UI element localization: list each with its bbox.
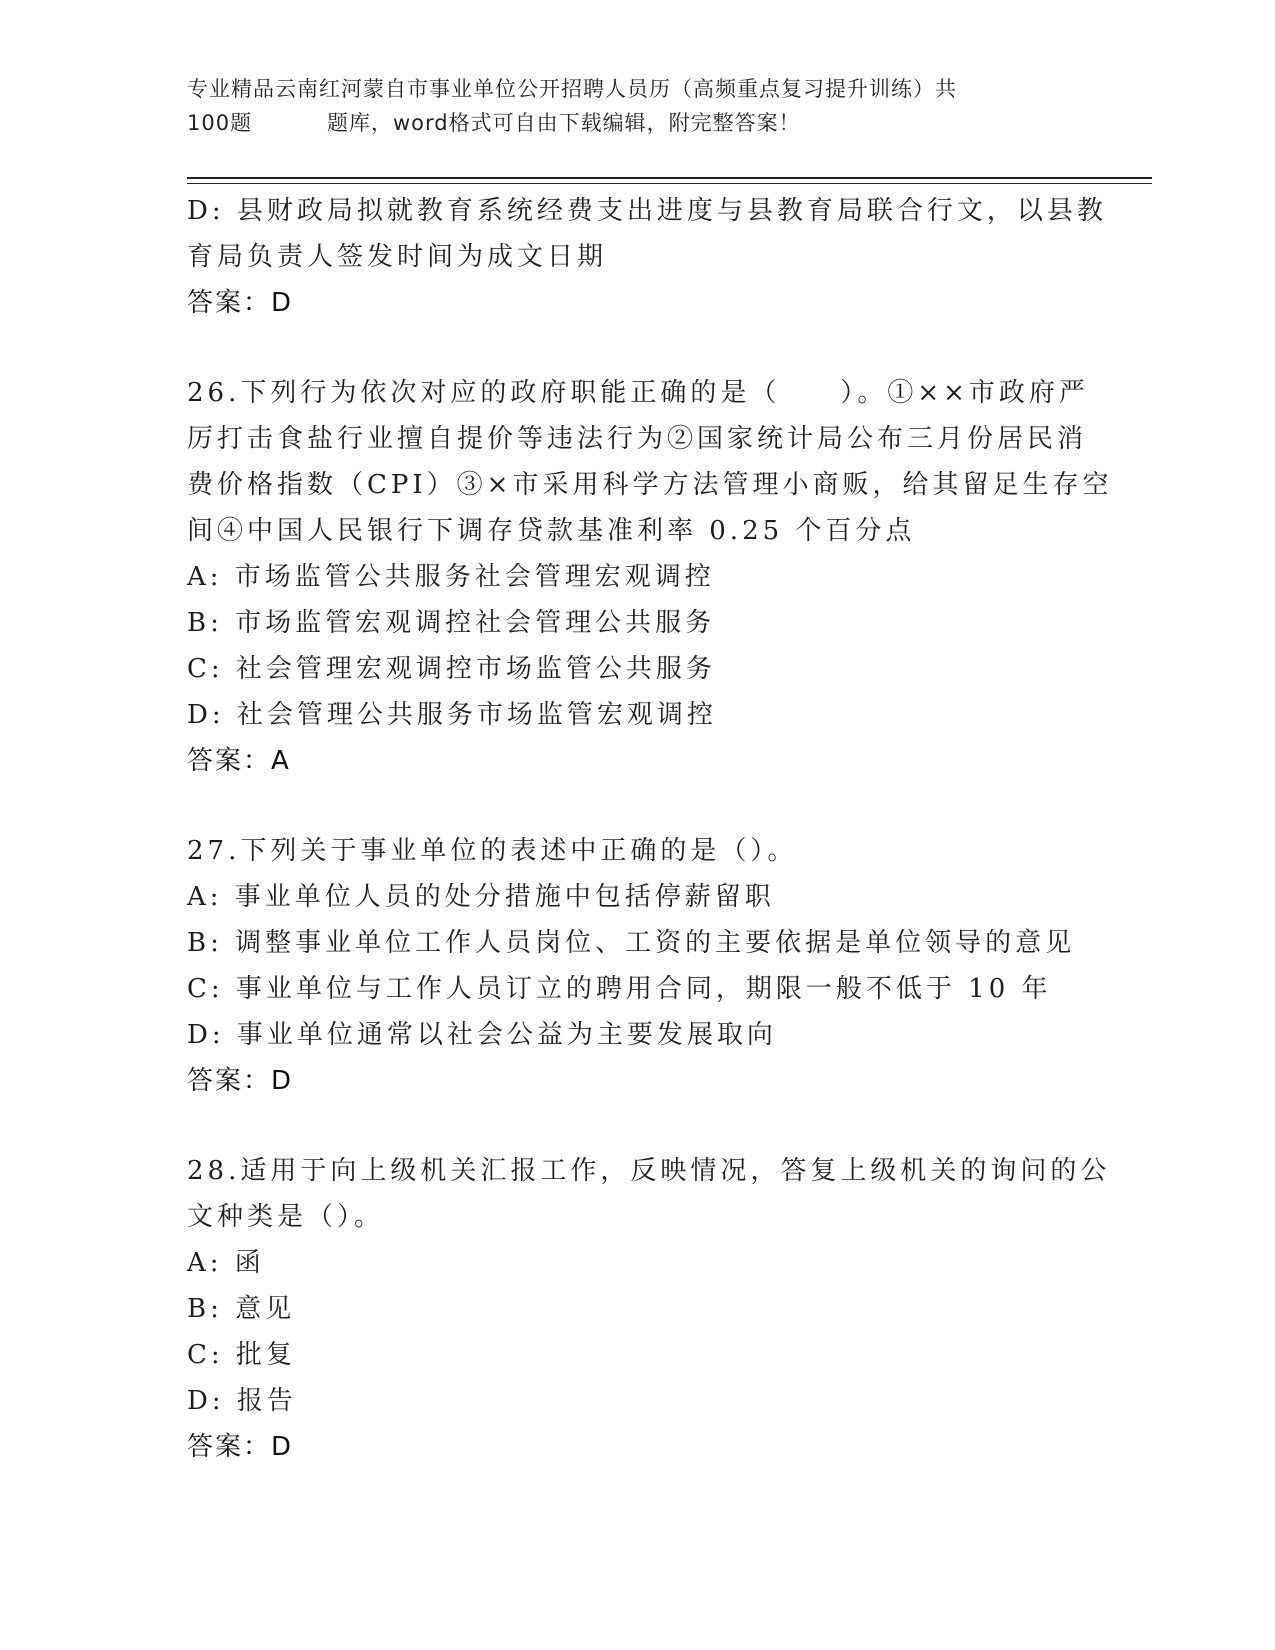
question-text-line-2: 文种类是（）。 bbox=[187, 1202, 385, 1232]
question-text-line-4: 间④中国人民银行下调存贷款基准利率 0.25 个百分点 bbox=[187, 516, 916, 546]
question-27 bbox=[187, 828, 1087, 1104]
document-header bbox=[187, 72, 1087, 140]
header-question-count: 100题 bbox=[187, 111, 253, 135]
header-title-rest: 题库，word格式可自由下载编辑，附完整答案！ bbox=[327, 111, 801, 135]
answer: 答案：A bbox=[187, 746, 291, 776]
answer: 答案：D bbox=[187, 1066, 294, 1096]
option-d-line-2: 育局负责人签发时间为成文日期 bbox=[187, 242, 608, 272]
question-25-tail bbox=[187, 188, 1107, 326]
option-c: C: 社会管理宏观调控市场监管公共服务 bbox=[187, 654, 716, 684]
question-26 bbox=[187, 370, 1113, 784]
option-a: A: 市场监管公共服务社会管理宏观调控 bbox=[187, 562, 715, 592]
header-title-line-2 bbox=[187, 106, 1087, 140]
option-d: D: 报告 bbox=[187, 1386, 297, 1416]
option-d-line-1: D: 县财政局拟就教育系统经费支出进度与县教育局联合行文，以县教 bbox=[187, 196, 1107, 226]
header-title-line-1: 专业精品云南红河蒙自市事业单位公开招聘人员历（高频重点复习提升训练）共 bbox=[187, 77, 957, 101]
question-text-line-2: 厉打击食盐行业擅自提价等违法行为②国家统计局公布三月份居民消 bbox=[187, 424, 1088, 454]
option-b: B: 意见 bbox=[187, 1294, 296, 1324]
question-text-line-1: 26.下列行为依次对应的政府职能正确的是（ ）。①××市政府严 bbox=[187, 378, 1089, 408]
question-text-line-1: 27.下列关于事业单位的表述中正确的是（）。 bbox=[187, 836, 798, 866]
option-b: B: 调整事业单位工作人员岗位、工资的主要依据是单位领导的意见 bbox=[187, 928, 1076, 958]
answer: 答案：D bbox=[187, 1432, 294, 1462]
option-d: D: 社会管理公共服务市场监管宏观调控 bbox=[187, 700, 717, 730]
question-text-line-3: 费价格指数（CPI）③×市采用科学方法管理小商贩，给其留足生存空 bbox=[187, 470, 1113, 500]
option-c: C: 批复 bbox=[187, 1340, 296, 1370]
header-divider-thick bbox=[187, 177, 1152, 179]
document-body bbox=[187, 188, 1113, 1470]
option-d: D: 事业单位通常以社会公益为主要发展取向 bbox=[187, 1020, 777, 1050]
header-divider-thin bbox=[187, 183, 1152, 184]
option-b: B: 市场监管宏观调控社会管理公共服务 bbox=[187, 608, 716, 638]
option-a: A: 事业单位人员的处分措施中包括停薪留职 bbox=[187, 882, 775, 912]
question-text-line-1: 28.适用于向上级机关汇报工作，反映情况，答复上级机关的询问的公 bbox=[187, 1156, 1111, 1186]
question-28 bbox=[187, 1148, 1111, 1470]
answer: 答案：D bbox=[187, 288, 294, 318]
option-c: C: 事业单位与工作人员订立的聘用合同，期限一般不低于 10 年 bbox=[187, 974, 1052, 1004]
option-a: A: 函 bbox=[187, 1248, 265, 1278]
